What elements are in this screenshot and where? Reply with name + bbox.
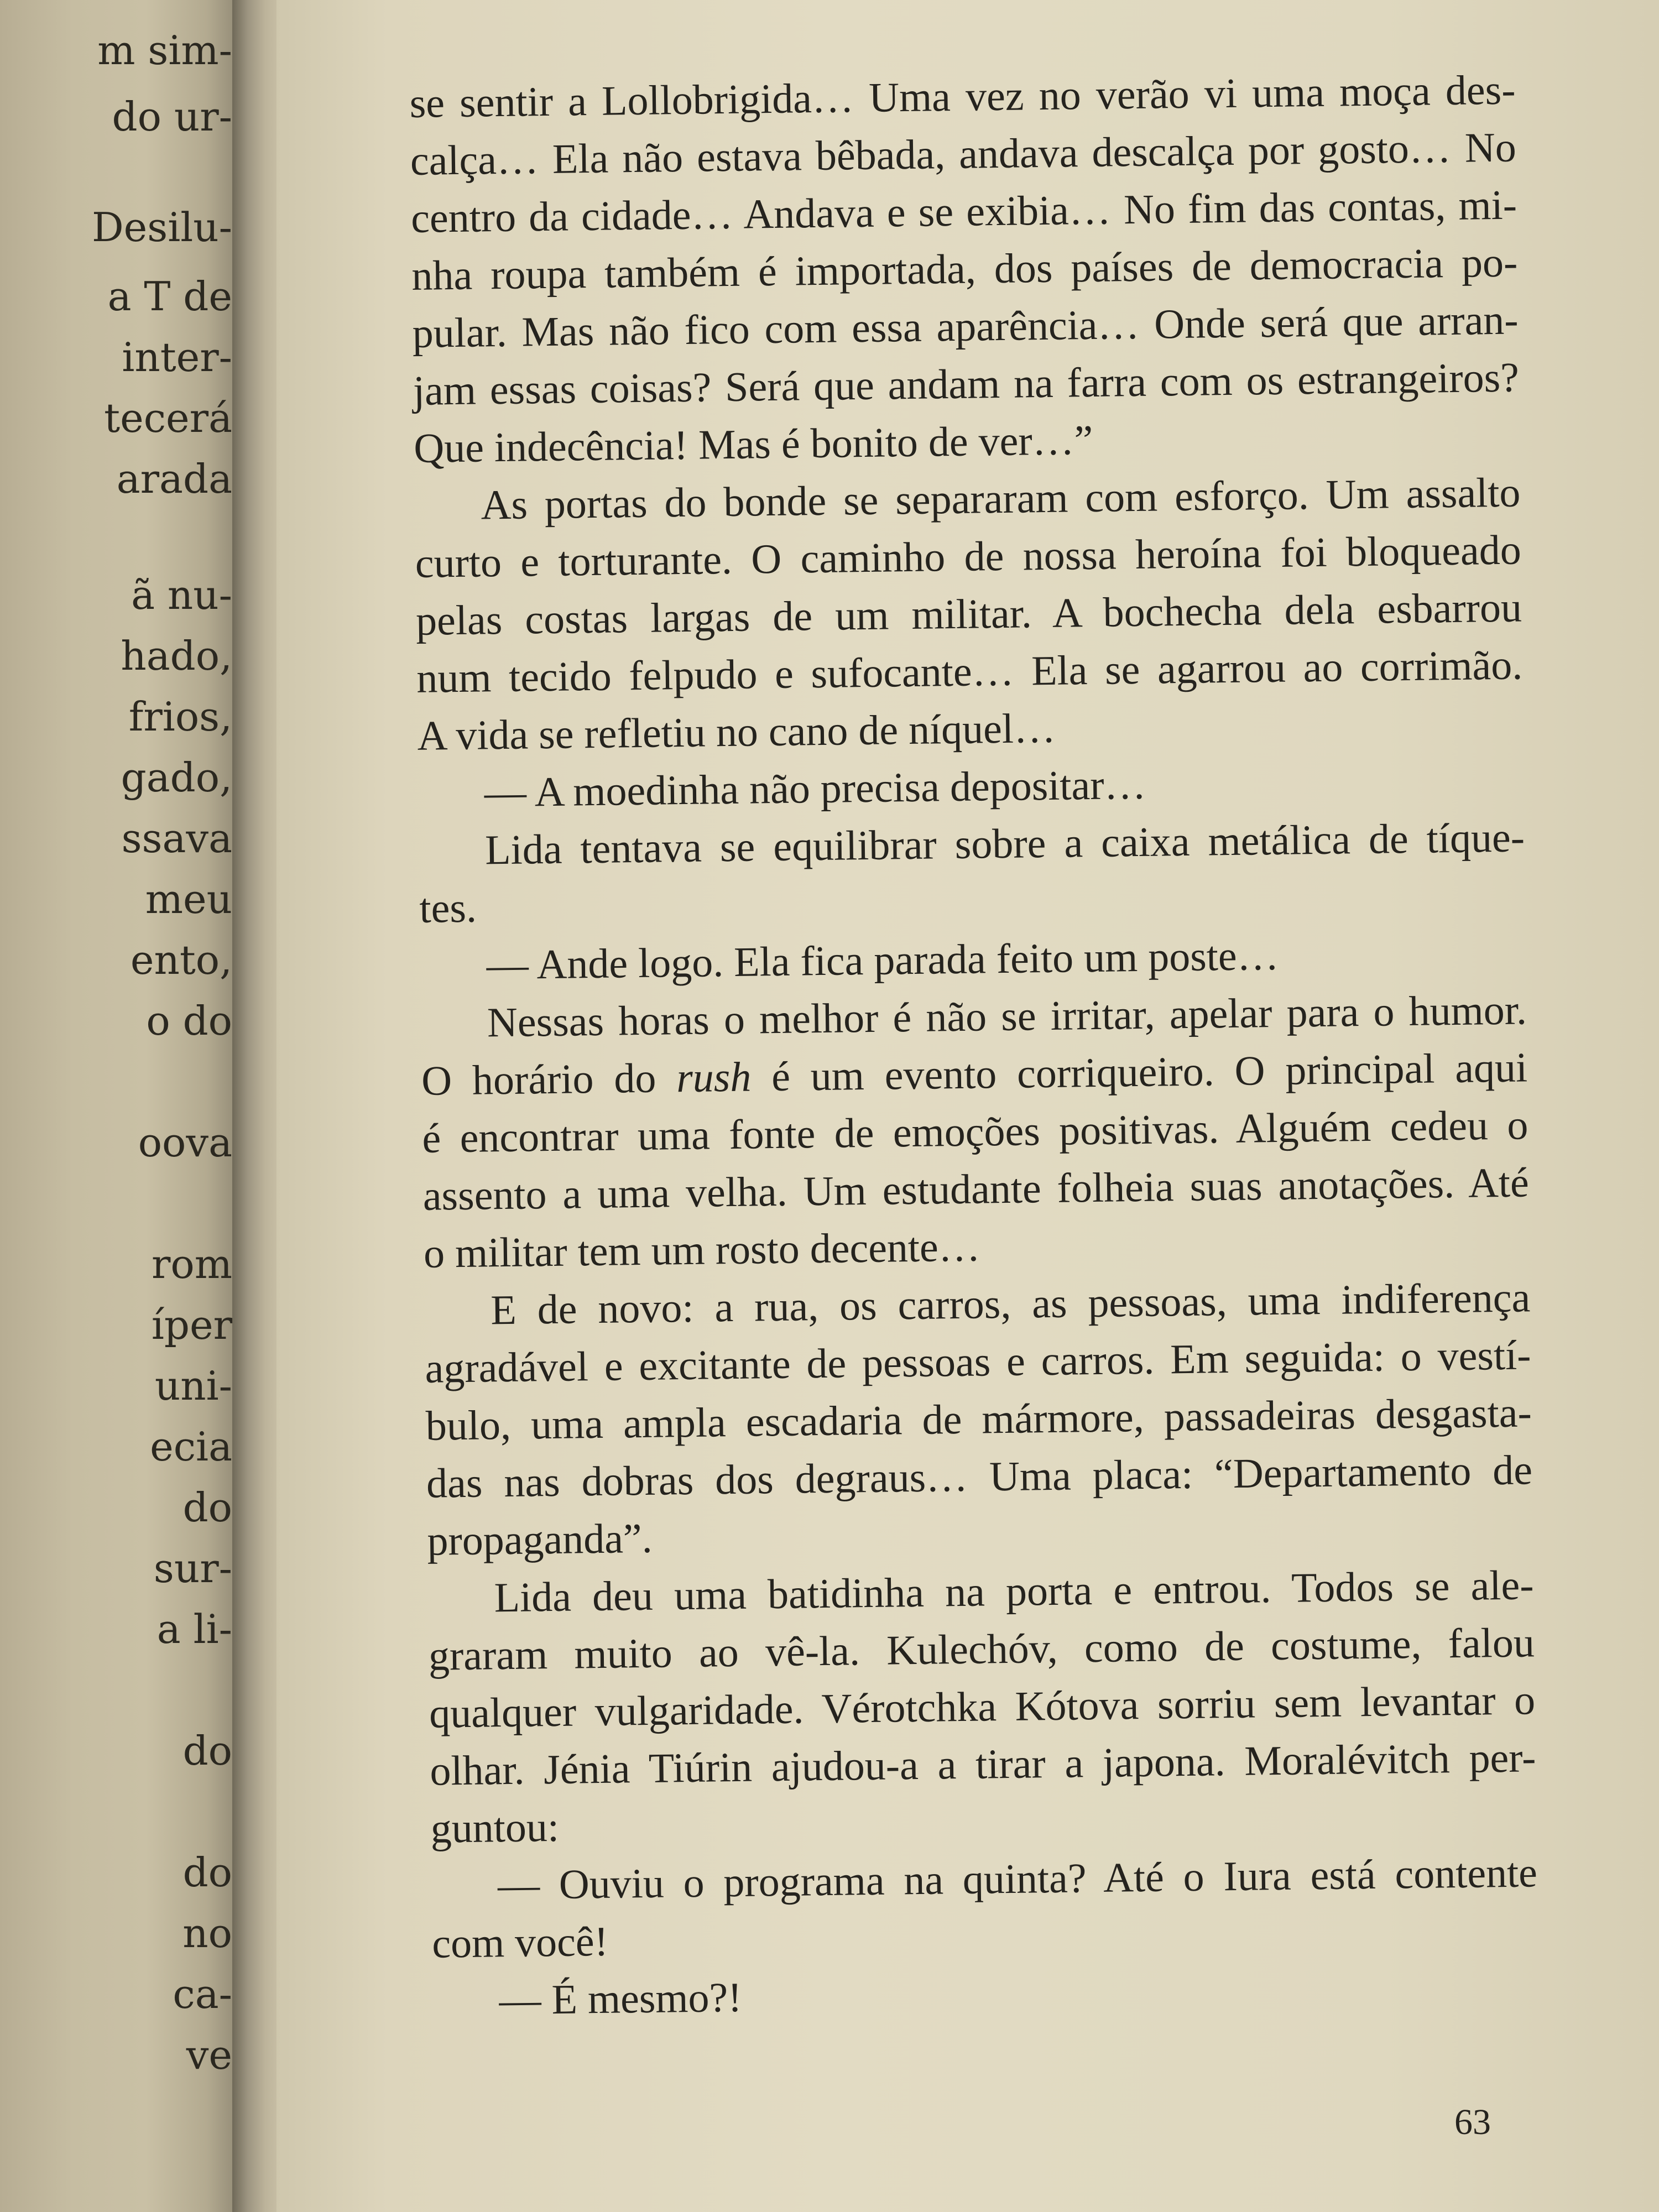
left-page-fragment: no <box>182 1910 232 1957</box>
text-line: — A moedinha não precisa depositar… <box>484 761 1146 816</box>
left-page-fragment: ento, <box>130 937 232 983</box>
text-line: bulo, uma ampla escadaria de mármore, passadeiras desgasta- <box>425 1389 1532 1449</box>
left-page-fragment: ã nu- <box>131 572 232 618</box>
left-page-fragment: oova <box>138 1119 232 1166</box>
text-line: tes. <box>419 884 477 932</box>
text-line: Lida deu uma batidinha na porta e entrou. Todos se ale- <box>494 1562 1535 1621</box>
left-page-fragment: do <box>182 1849 232 1896</box>
left-page-fragment: sur- <box>153 1545 232 1592</box>
text-line: guntou: <box>430 1803 560 1852</box>
text-line: calça… Ela não estava bêbada, andava descalça por gosto… No <box>410 124 1517 184</box>
text-line: Lida tentava se equilibrar sobre a caixa metálica de tíque- <box>484 814 1525 874</box>
text-line: num tecido felpudo e sufocante… Ela se agarrou ao corrimão. <box>416 641 1523 702</box>
left-page-fragment: m sim- <box>97 27 232 74</box>
left-page-fragment: íper <box>151 1302 232 1348</box>
left-page-fragment: rom <box>151 1241 232 1287</box>
left-page-fragment: arada <box>116 456 232 502</box>
left-page-fragment: ca- <box>173 1971 232 2017</box>
left-page-fragment: ve <box>186 2032 232 2078</box>
text-line: o militar tem um rosto decente… <box>423 1223 981 1277</box>
left-page-fragment: inter- <box>122 334 232 380</box>
left-page-fragment: meu <box>145 876 232 922</box>
left-page-fragment: a T de <box>107 273 232 320</box>
left-page-fragment: Desilu- <box>91 204 232 251</box>
left-page-fragment: ssava <box>121 815 232 862</box>
text-segment: O horário do <box>421 1055 656 1104</box>
text-line: propaganda”. <box>426 1515 653 1564</box>
italic-word: rush <box>676 1053 752 1102</box>
text-line: graram muito ao vê-la. Kulechóv, como de costume, falou <box>428 1619 1535 1679</box>
text-line: assento a uma velha. Um estudante folheia suas anotações. Até <box>422 1159 1530 1219</box>
left-page-fragment: ecia <box>150 1423 232 1470</box>
text-line: — Ouviu o programa na quinta? Até o Iura está contente <box>497 1849 1538 1909</box>
text-line: curto e torturante. O caminho de nossa heroína foi bloqueado <box>415 526 1522 587</box>
page-number: 63 <box>1454 2102 1491 2142</box>
text-line: qualquer vulgaridade. Vérotchka Kótova sorriu sem levantar o <box>429 1677 1536 1737</box>
text-line: E de novo: a rua, os carros, as pessoas, uma indiferença <box>490 1274 1531 1334</box>
left-page-fragment: gado, <box>121 754 232 801</box>
text-line: A vida se refletiu no cano de níquel… <box>417 705 1056 759</box>
left-page <box>0 0 243 2212</box>
text-line: Que indecência! Mas é bonito de ver…” <box>413 416 1093 472</box>
text-line: — Ande logo. Ela fica parada feito um poste… <box>486 932 1280 989</box>
text-segment: é um evento corriqueiro. O principal aqui <box>771 1044 1528 1100</box>
text-line: nha roupa também é importada, dos países de democracia po- <box>411 239 1518 299</box>
text-line: se sentir a Lollobrigida… Uma vez no verão vi uma moça des- <box>409 66 1516 127</box>
text-line: é encontrar uma fonte de emoções positivas. Alguém cedeu o <box>421 1102 1528 1162</box>
left-page-fragment: hado, <box>121 633 232 679</box>
text-line: As portas do bonde se separaram com esforço. Um assalto <box>481 469 1521 529</box>
text-line: pelas costas largas de um militar. A bochecha dela esbarrou <box>415 584 1522 644</box>
text-line: centro da cidade… Andava e se exibia… No fim das contas, mi- <box>410 181 1517 242</box>
left-page-fragment: a li- <box>156 1606 232 1652</box>
left-page-fragment: do ur- <box>112 93 232 140</box>
text-line: Nessas horas o melhor é não se irritar, apelar para o humor. <box>487 987 1527 1046</box>
right-page <box>276 0 1659 2212</box>
left-page-fragment: o do <box>146 998 232 1044</box>
text-line: das nas dobras dos degraus… Uma placa: “Departamento de <box>426 1447 1533 1507</box>
text-line: com você! <box>431 1918 609 1967</box>
text-line: jam essas coisas? Será que andam na farra com os estrangeiros? <box>413 354 1520 414</box>
text-line: agradável e excitante de pessoas e carros. Em seguida: o vestí- <box>425 1332 1531 1392</box>
left-page-fragment: uni- <box>154 1363 232 1409</box>
body-text <box>409 61 1539 2030</box>
text-line: — É mesmo?! <box>499 1974 743 2024</box>
left-page-fragment: frios, <box>128 693 232 740</box>
text-line: olhar. Jénia Tiúrin ajudou-a a tirar a japona. Moralévitch per- <box>429 1734 1536 1794</box>
left-page-fragment: do <box>182 1484 232 1531</box>
text-line: pular. Mas não fico com essa aparência… Onde será que arran- <box>412 296 1519 357</box>
left-page-fragment: tecerá <box>104 395 232 441</box>
left-page-fragment: do <box>182 1728 232 1774</box>
